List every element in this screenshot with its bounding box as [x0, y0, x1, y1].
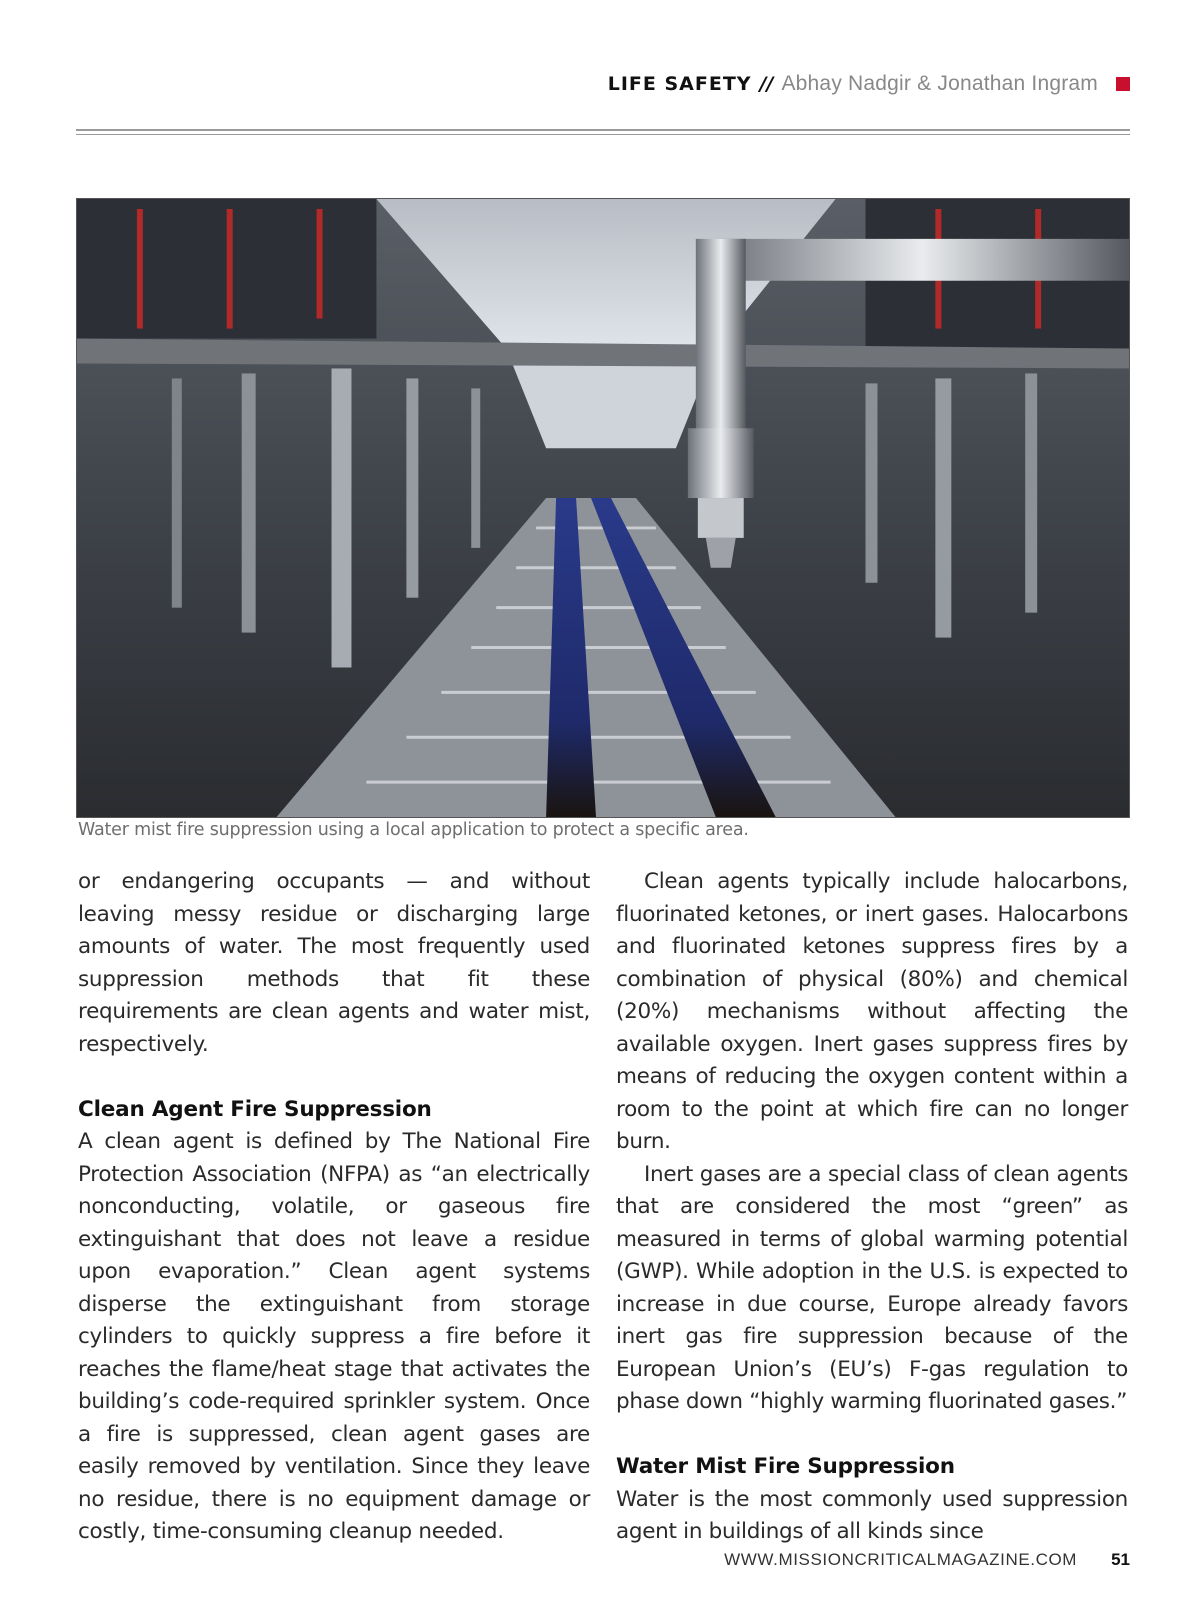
right-paragraph-3: Water is the most commonly used suppression agent in buildings of all kinds since — [616, 1486, 1128, 1544]
author-names: Abhay Nadgir & Jonathan Ingram — [781, 72, 1098, 95]
header-rule — [76, 129, 1130, 131]
header-rule-thin — [76, 134, 1130, 135]
header-separator: // — [759, 73, 774, 95]
clean-agent-heading: Clean Agent Fire Suppression — [78, 1096, 432, 1122]
left-paragraph-1: or endangering occupants — and without leaving messy residue or discharging large amounts of water. The most frequently used suppression methods that fit these requirements are clean agents and water mist, respectively. — [78, 869, 590, 1057]
right-paragraph-2: Inert gases are a special class of clean agents that are considered the most “green” as measured in terms of global warming potential (GWP). While adoption in the U.S. is expected to increase in due course, Europe already favors inert gas fire suppression because of the European Union’s (EU’s) F-gas regulation to phase down “highly warming fluorinated gases.” — [616, 1161, 1128, 1414]
section-label: LIFE SAFETY — [607, 73, 752, 95]
water-mist-heading: Water Mist Fire Suppression — [616, 1454, 955, 1479]
accent-square-icon — [1116, 77, 1130, 91]
figure-caption: Water mist fire suppression using a local application to protect a specific area. — [78, 820, 749, 840]
left-paragraph-2: A clean agent is defined by The National Fire Protection Association (NFPA) as “an electrically nonconducting, volatile, or gaseous fire extinguishant that does not leave a residue upon evaporation.” Clean agent systems disperse the extinguishant from storage cylinders to quickly suppress a fire before it reaches the flame/heat stage that activates the building’s code-required sprinkler system. Once a fire is suppressed, clean agent gases are easily removed by ventilation. Since they leave no residue, there is no equipment damage or costly, time-consuming cleanup needed. — [78, 1129, 590, 1544]
magazine-url: WWW.MISSIONCRITICALMAGAZINE.COM — [724, 1550, 1078, 1569]
left-column — [78, 866, 590, 1549]
data-center-photo — [76, 198, 1130, 818]
photo-illustration — [77, 199, 1129, 817]
page-footer — [724, 1550, 1130, 1570]
running-header — [76, 68, 1130, 100]
right-column — [616, 866, 1128, 1549]
page-number: 51 — [1111, 1550, 1130, 1569]
right-paragraph-1: Clean agents typically include halocarbons, fluorinated ketones, or inert gases. Halocarbons and fluorinated ketones suppress fires by a combination of physical (80%) and chemical (20%) mechanisms without affecting the available oxygen. Inert gases suppress fires by means of reducing the oxygen content within a room to the point at which fire can no longer burn. — [616, 869, 1128, 1154]
